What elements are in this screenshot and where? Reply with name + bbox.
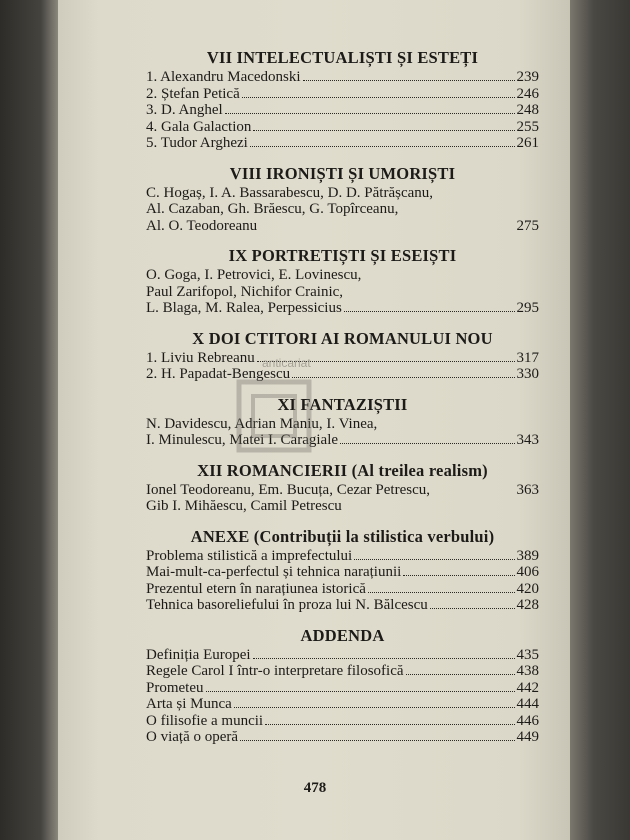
author-line [146,218,539,235]
entry-label: 1. Alexandru Macedonski [146,69,301,85]
author-line [146,482,539,499]
toc-entry [146,69,539,86]
entry-page: 438 [516,663,539,679]
entry-page: 261 [516,135,539,151]
section-xii [146,461,539,515]
section-title: VIII IRONIȘTI ȘI UMORIȘTI [229,163,456,183]
entry-label: Mai-mult-ca-perfectul și tehnica narațiunii [146,564,402,580]
author-line [146,432,539,449]
toc-entry [146,350,539,367]
author-line: Paul Zarifopol, Nichifor Crainic, [146,283,344,300]
entry-page: 406 [516,564,539,580]
entry-label: 1. Liviu Rebreanu [146,349,255,366]
toc-entry [146,366,539,383]
section-title: ANEXE (Contribuții la stilistica verbului) [190,526,495,546]
section-x [146,329,539,383]
author-line-text: L. Blaga, M. Ralea, Perpessicius [146,300,342,316]
dot-leader [344,300,515,312]
author-line-text: Ionel Teodoreanu, Em. Bucuța, Cezar Petrescu, [146,481,430,498]
section-viii [146,164,539,235]
entry-label: 3. D. Anghel [146,102,223,118]
toc-entry [146,564,539,581]
dot-leader [292,366,514,378]
entry-page: 255 [516,118,539,135]
author-line: Gib I. Mihăescu, Camil Petrescu [146,498,342,514]
entry-label: 2. H. Papadat-Bengescu [146,366,291,382]
section-addenda [146,626,539,746]
entry-label: Definiția Europei [146,646,251,663]
dot-leader [240,729,514,741]
section-ix [146,246,539,317]
entry-label: Arta și Munca [146,696,232,712]
section-vii [146,48,539,152]
entry-label: O viață o operă [146,729,239,745]
toc-entry [146,647,539,664]
entry-label: 4. Gala Galaction [146,118,252,135]
dot-leader [242,86,515,98]
entry-page: 442 [516,679,539,696]
entry-page: 435 [516,646,539,663]
left-shadow [0,0,58,840]
section-title: VII INTELECTUALIȘTI ȘI ESTEȚI [206,48,479,67]
author-line-text: I. Minulescu, Matei I. Caragiale [146,432,339,448]
author-line [146,300,539,317]
dot-leader [253,119,514,131]
toc-entry [146,548,539,565]
dot-leader [340,432,514,444]
dot-leader [265,713,514,725]
section-title: XI FANTAZIȘTII [277,394,408,414]
entry-page: 239 [516,69,539,85]
entry-page: 389 [516,547,539,564]
right-shadow [570,0,630,840]
watermark-text: anticariat [262,356,311,370]
toc-entry [146,597,539,614]
toc-entry [146,729,539,746]
entry-label: O filisofie a muncii [146,712,264,729]
entry-page: 330 [516,366,539,382]
watermark-logo-icon [235,376,313,456]
section-title: X DOI CTITORI AI ROMANULUI NOU [192,328,493,348]
author-line: C. Hogaș, I. A. Bassarabescu, D. D. Pătrășcanu, [146,184,434,201]
dot-leader [225,102,515,114]
author-line: O. Goga, I. Petrovici, E. Lovinescu, [146,267,362,283]
entry-page: 246 [516,85,539,102]
dot-leader [234,696,515,708]
author-line: N. Davidescu, Adrian Maniu, I. Vinea, [146,415,378,432]
section-title: XII ROMANCIERII (Al treilea realism) [197,460,488,480]
entry-page: 444 [516,696,539,712]
toc-entry [146,135,539,152]
toc-entry [146,713,539,730]
entry-page: 428 [516,597,539,613]
dot-leader [430,597,515,609]
entry-label: 2. Ștefan Petică [146,85,240,102]
entry-label: Prometeu [146,679,204,696]
entry-label: Problema stilistică a imprefectului [146,547,353,564]
dot-leader [206,680,515,692]
dot-leader [250,135,515,147]
toc-entry [146,663,539,680]
entry-label: 5. Tudor Arghezi [146,135,248,151]
dot-leader [403,564,514,576]
entry-label: Regele Carol I într-o interpretare filosofică [146,663,404,679]
entry-page: 363 [516,481,539,498]
entry-page: 295 [516,300,539,316]
entry-page: 449 [516,729,539,745]
dot-leader [406,663,515,675]
dot-leader [354,548,514,560]
toc-entry [146,680,539,697]
author-line-text: Al. O. Teodoreanu [146,217,258,234]
toc-entry [146,102,539,119]
author-line: Al. Cazaban, Gh. Brăescu, G. Topîrceanu, [146,201,399,217]
entry-page: 420 [516,580,539,597]
toc-entry [146,581,539,598]
entry-label: Tehnica basoreliefului în proza lui N. Bălcescu [146,597,428,613]
section-title: ADDENDA [300,625,385,645]
page-number: 478 [303,780,327,796]
entry-page: 446 [516,712,539,729]
table-of-contents [146,48,539,758]
entry-page: 317 [516,349,539,366]
dot-leader [253,647,515,659]
dot-leader [368,581,515,593]
section-xi [146,395,539,449]
section-anexe [146,527,539,614]
dot-leader [303,69,515,81]
entry-page: 248 [516,102,539,118]
toc-entry [146,696,539,713]
toc-entry [146,86,539,103]
toc-entry [146,119,539,136]
section-title: IX PORTRETIȘTI ȘI ESEIȘTI [228,246,457,265]
entry-page: 275 [516,217,539,234]
entry-label: Prezentul etern în narațiunea istorică [146,580,366,597]
entry-page: 343 [516,432,539,448]
